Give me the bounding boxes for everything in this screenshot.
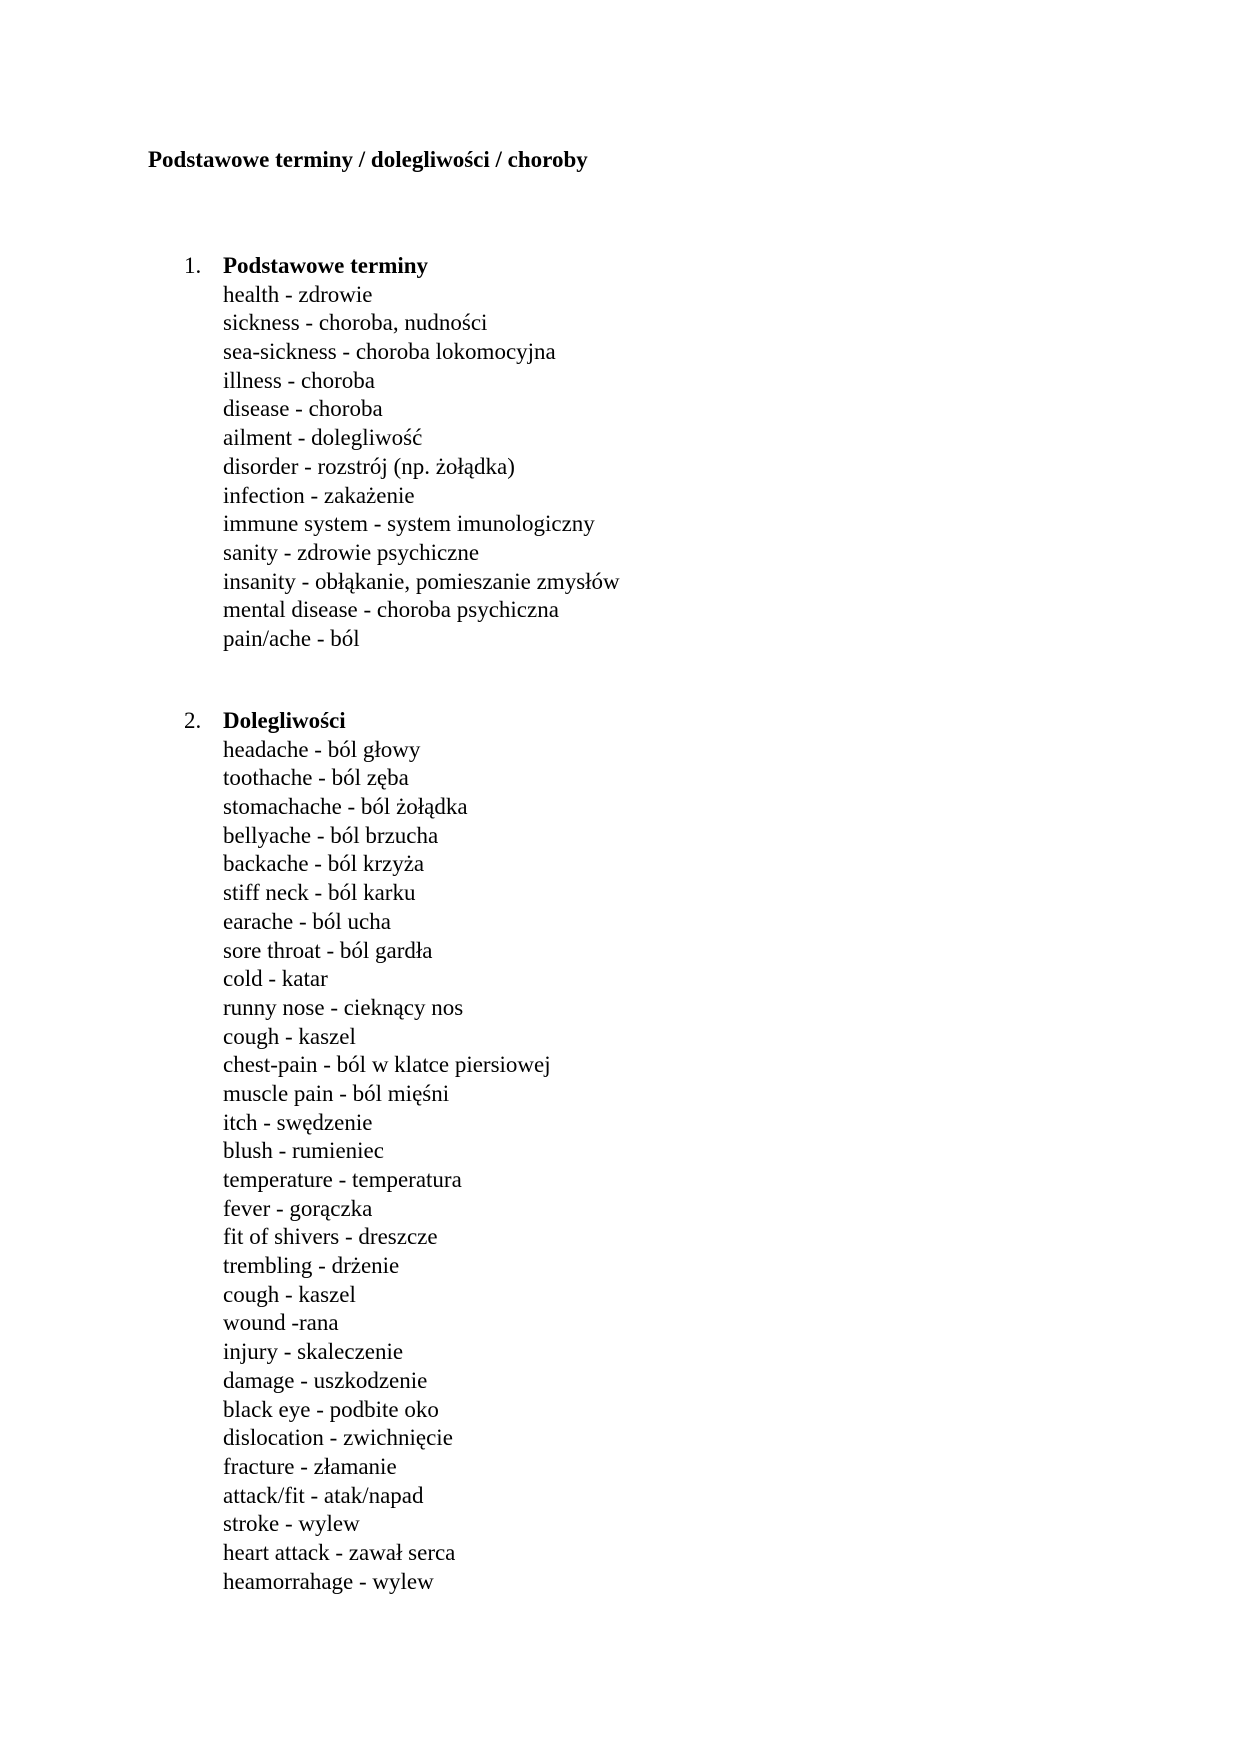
- term-item: toothache - ból zęba: [223, 765, 409, 791]
- term-item: immune system - system imunologiczny: [223, 511, 595, 537]
- term-item: backache - ból krzyża: [223, 851, 425, 877]
- section-header: [184, 252, 1084, 281]
- term-item: cough - kaszel: [223, 1281, 356, 1307]
- term-item: attack/fit - atak/napad: [223, 1482, 424, 1508]
- term-item: blush - rumieniec: [223, 1138, 384, 1164]
- term-item: chest-pain - ból w klatce piersiowej: [223, 1052, 551, 1078]
- term-item: heart attack - zawał serca: [223, 1539, 456, 1565]
- term-item: illness - choroba: [223, 367, 376, 393]
- term-item: muscle pain - ból mięśni: [223, 1080, 450, 1106]
- term-item: injury - skaleczenie: [223, 1339, 404, 1365]
- term-item: runny nose - cieknący nos: [223, 994, 464, 1020]
- term-item: headache - ból głowy: [223, 736, 421, 762]
- section-basic-terms: [184, 252, 1084, 654]
- term-item: insanity - obłąkanie, pomieszanie zmysłów: [223, 568, 620, 594]
- term-item: itch - swędzenie: [223, 1109, 373, 1135]
- term-item: black eye - podbite oko: [223, 1396, 439, 1422]
- term-item: stiff neck - ból karku: [223, 880, 416, 906]
- term-item: pain/ache - ból: [223, 625, 360, 651]
- section-number: 2.: [184, 708, 202, 733]
- term-item: bellyache - ból brzucha: [223, 822, 439, 848]
- term-item: health - zdrowie: [223, 281, 373, 307]
- term-item: mental disease - choroba psychiczna: [223, 597, 559, 623]
- term-item: trembling - drżenie: [223, 1253, 400, 1279]
- section-heading: Podstawowe terminy: [223, 253, 429, 278]
- term-item: stomachache - ból żołądka: [223, 794, 468, 820]
- term-item: wound -rana: [223, 1310, 339, 1336]
- term-item: infection - zakażenie: [223, 482, 415, 508]
- term-item: sanity - zdrowie psychiczne: [223, 539, 480, 565]
- term-list: [184, 736, 1084, 1597]
- term-item: fracture - złamanie: [223, 1453, 397, 1479]
- term-item: disorder - rozstrój (np. żołądka): [223, 453, 515, 479]
- section-number: 1.: [184, 253, 202, 278]
- term-item: dislocation - zwichnięcie: [223, 1425, 453, 1451]
- section-ailments: [184, 707, 1084, 1596]
- term-item: temperature - temperatura: [223, 1167, 462, 1192]
- section-heading: Dolegliwości: [223, 708, 346, 733]
- term-item: disease - choroba: [223, 396, 383, 422]
- term-item: earache - ból ucha: [223, 908, 391, 934]
- term-item: cold - katar: [223, 966, 328, 992]
- term-item: stroke - wylew: [223, 1511, 360, 1537]
- term-item: damage - uszkodzenie: [223, 1367, 428, 1393]
- term-item: fit of shivers - dreszcze: [223, 1224, 438, 1250]
- section-header: [184, 707, 1084, 736]
- term-list: [184, 281, 1084, 654]
- term-item: ailment - dolegliwość: [223, 425, 423, 451]
- term-item: sea-sickness - choroba lokomocyjna: [223, 339, 556, 365]
- term-item: heamorrahage - wylew: [223, 1568, 434, 1594]
- term-item: cough - kaszel: [223, 1023, 356, 1049]
- page-title: Podstawowe terminy / dolegliwości / choroby: [148, 147, 588, 172]
- term-item: fever - gorączka: [223, 1195, 373, 1221]
- term-item: sore throat - ból gardła: [223, 937, 433, 963]
- term-item: sickness - choroba, nudności: [223, 310, 488, 336]
